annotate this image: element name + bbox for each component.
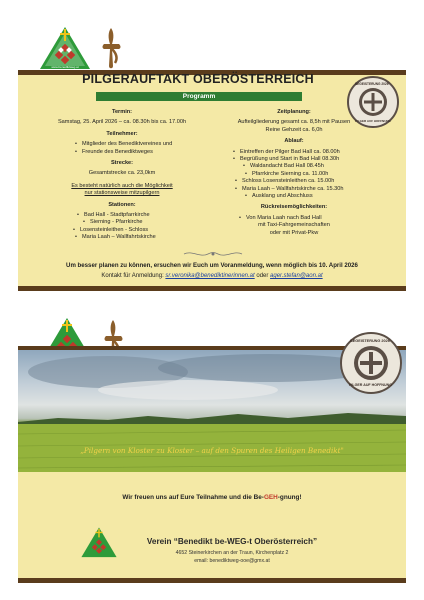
- list-item: • Maria Laah – Wallfahrtskirche: [82, 234, 212, 241]
- greeting-suffix: -gnung!: [277, 494, 302, 501]
- contact-or: oder: [256, 273, 269, 279]
- list-item: • Pfarrkirche Sierning ca. 11.00h: [252, 171, 374, 178]
- rueck-list: [214, 215, 374, 222]
- logo-block: [38, 25, 92, 73]
- program-banner: Programm: [96, 92, 302, 101]
- termin-heading: Termin:: [111, 109, 133, 115]
- contact-prefix: Kontakt für Anmeldung:: [101, 273, 164, 279]
- contact-email-1[interactable]: sr.veronika@benediktinerinnen.at: [165, 273, 255, 279]
- ablauf-heading: Ablauf:: [284, 138, 304, 145]
- list-item: • Freunde des Benediktweges: [82, 149, 212, 156]
- list-item: • Sierning - Pfarrkirche: [90, 219, 212, 226]
- page-title: PILGERAUFTAKT OBERÖSTERREICH: [82, 72, 314, 86]
- benediktweg-logo-icon: [80, 526, 118, 560]
- motto-text: „Pilgern von Kloster zu Kloster – auf den Spuren des Heiligen Benedikt": [80, 446, 344, 455]
- list-item: • Eintreffen der Pilger Bad Hall ca. 08.00h: [240, 149, 374, 156]
- stationen-list: [32, 212, 212, 242]
- org-title: Verein “Benedikt be-WEG-t Oberösterreich”: [146, 537, 318, 546]
- seal-top-text: BEGEISTERUNG 2026: [355, 82, 389, 86]
- benedict-cross-icon: [98, 26, 124, 70]
- list-item: • Waldandacht Bad Hall 08.45h: [250, 163, 374, 170]
- ornament-divider-icon: [182, 250, 244, 258]
- rueck-heading: Rückreisemöglichkeiten:: [260, 204, 328, 211]
- list-item: • Mitglieder des Benediktvereines und: [82, 141, 212, 148]
- greeting-prefix: Wir freuen uns auf Eure Teilnahme und die Be-: [122, 494, 264, 501]
- teilnehmer-heading: Teilnehmer:: [106, 130, 138, 137]
- list-item: • Begrüßung und Start in Bad Hall 08.30h: [240, 156, 374, 163]
- org-email[interactable]: email: benediktweg-ooe@gmx.at: [194, 558, 270, 564]
- list-item: • Maria Laah – Wallfahrtskirche ca. 15.30h: [242, 186, 374, 193]
- rueck-line2: mit Taxi-Fahrgemeinschaften: [258, 222, 330, 229]
- greeting-geh: GEH: [263, 494, 278, 501]
- left-column: [32, 108, 212, 242]
- contact-email-2[interactable]: ager.stefan@aon.at: [270, 273, 323, 279]
- ablauf-list: [214, 149, 374, 201]
- list-item: • Losensteinleithen - Schloss: [80, 227, 212, 234]
- logo-caption: www.benediktweg.at: [51, 65, 79, 69]
- flyer-bottom: [18, 312, 406, 584]
- stationen-heading: Stationen:: [108, 201, 136, 208]
- seal-top-text-2: BEGEISTERUNG 2026: [350, 339, 390, 343]
- right-column: [214, 108, 374, 237]
- list-item: • Schloss Losensteinleithen ca. 15.00h: [242, 178, 374, 185]
- seal-bottom-text-2: PILGER AUF HOFFNUNG: [349, 383, 392, 387]
- bottom-bar: [18, 286, 406, 291]
- zeit-line2: Reine Gehzeit ca. 6,0h: [265, 126, 323, 133]
- org-address: 4652 Steinerkirchen an der Traun, Kirchenplatz 2: [175, 550, 289, 556]
- rueck-line3: oder mit Privat-Pkw: [269, 229, 319, 236]
- teilnehmer-list: [32, 141, 212, 156]
- strecke-text: Gesamtstrecke ca. 23,0km: [88, 170, 156, 177]
- zeit-line1: Aufteilgliederung gesamt ca. 8,5h mit Pausen: [237, 119, 351, 126]
- list-item: • Bad Hall - Stadtpfarrkirche: [84, 212, 212, 219]
- moeglichkeit-line2: nur stationsweise mitzupilgern: [84, 190, 160, 197]
- list-item: • Ausklang und Abschluss: [252, 193, 374, 200]
- contact-line: [22, 273, 402, 279]
- seal-bottom-text: PILGER AUF HOFFNUNG: [355, 119, 391, 123]
- registration-notice: Um besser planen zu können, ersuchen wir Euch um Voranmeldung, wenn möglich bis 10. April 2026: [66, 262, 358, 269]
- begeisterung-seal-2: [340, 332, 402, 394]
- zeit-heading: Zeitplanung:: [277, 109, 311, 115]
- flyer-top: [18, 20, 406, 292]
- termin-text: Samstag, 25. April 2026 – ca. 08.30h bis ca. 17.00h: [57, 119, 187, 126]
- list-item: • Von Maria Laah nach Bad Hall: [246, 215, 374, 222]
- strecke-heading: Strecke:: [110, 160, 134, 167]
- greeting-line: [18, 494, 406, 501]
- bottom-bar-2: [18, 578, 406, 583]
- moeglichkeit-line1: Es besteht natürlich auch die Möglichkeit: [71, 182, 173, 189]
